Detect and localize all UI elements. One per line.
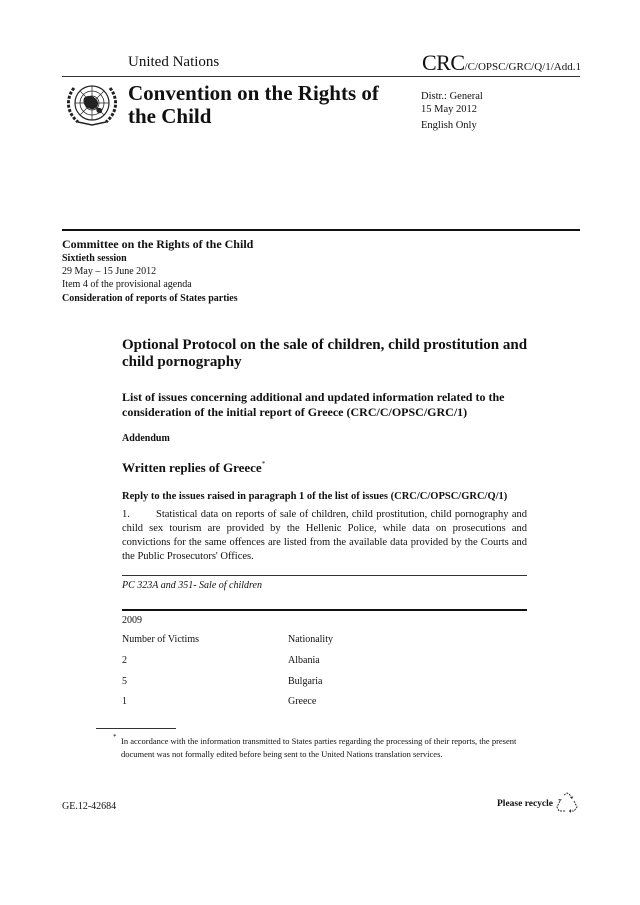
body-title: Convention on the Rights of the Child (128, 81, 379, 128)
column-header-victims: Number of Victims (122, 634, 199, 645)
document-symbol (422, 50, 581, 76)
job-number: GE.12-42684 (62, 801, 117, 812)
list-of-issues-title: List of issues concerning additional and updated information related to the consideration of the initial report of Greece (CRC/C/OPSC/GRC/1) (122, 390, 505, 419)
footnote-rule (96, 728, 176, 729)
section-rule (62, 229, 580, 231)
reply-heading: Reply to the issues raised in paragraph 1 of the list of issues (CRC/C/OPSC/GRC/Q/1) (122, 491, 508, 502)
protocol-title: Optional Protocol on the sale of children, child prostitution and child pornography (122, 337, 528, 370)
addendum-label: Addendum (122, 433, 170, 444)
agenda-title: Consideration of reports of States parties (62, 293, 238, 304)
agenda-item: Item 4 of the provisional agenda (62, 279, 192, 290)
symbol-rest: /C/OPSC/GRC/Q/1/Add.1 (464, 61, 581, 73)
symbol-main: CRC (422, 50, 465, 75)
cell-nationality: Greece (288, 696, 317, 707)
header-rule (62, 76, 580, 77)
footnote-mark: * (113, 733, 117, 741)
paragraph-text: Statistical data on reports of sale of children, child prostitution, child pornography and child sex tourism are provided by the Hellenic Police, while data on prosecutions and convictions for the same offences are listed from the available data provided by the Courts and the Public Prosecutors' Offices. (122, 509, 527, 562)
replies-title-text: Written replies of Greece (122, 460, 262, 475)
session-dates: 29 May – 15 June 2012 (62, 266, 157, 277)
recycle-label: Please recycle (497, 799, 553, 809)
un-emblem-icon (64, 80, 120, 128)
footnote-reference[interactable]: * (261, 460, 266, 468)
recycle-icon (555, 792, 579, 814)
paragraph-number: 1. (122, 509, 130, 520)
cell-victims: 2 (122, 655, 127, 666)
cell-victims: 5 (122, 676, 127, 687)
session-label: Sixtieth session (62, 253, 127, 264)
organization-label: United Nations (128, 54, 220, 70)
replies-title (122, 460, 265, 476)
footnote-text: In accordance with the information transmitted to States parties regarding the processing of their reports, the present document was not formally edited before being sent to the United Nations translation services. (121, 736, 517, 759)
table-caption: PC 323A and 351- Sale of children (122, 580, 262, 591)
issue-date: 15 May 2012 (421, 104, 477, 115)
table-top-rule (122, 575, 527, 576)
distribution-block (421, 90, 483, 116)
cell-nationality: Bulgaria (288, 676, 323, 687)
committee-name: Committee on the Rights of the Child (62, 237, 254, 251)
language-label: English Only (421, 120, 477, 131)
table-year: 2009 (122, 615, 142, 626)
cell-victims: 1 (122, 696, 127, 707)
column-header-nationality: Nationality (288, 634, 333, 645)
table-header-rule (122, 609, 527, 611)
cell-nationality: Albania (288, 655, 320, 666)
paragraph-1 (122, 508, 527, 564)
distribution-label: Distr.: General (421, 91, 483, 102)
